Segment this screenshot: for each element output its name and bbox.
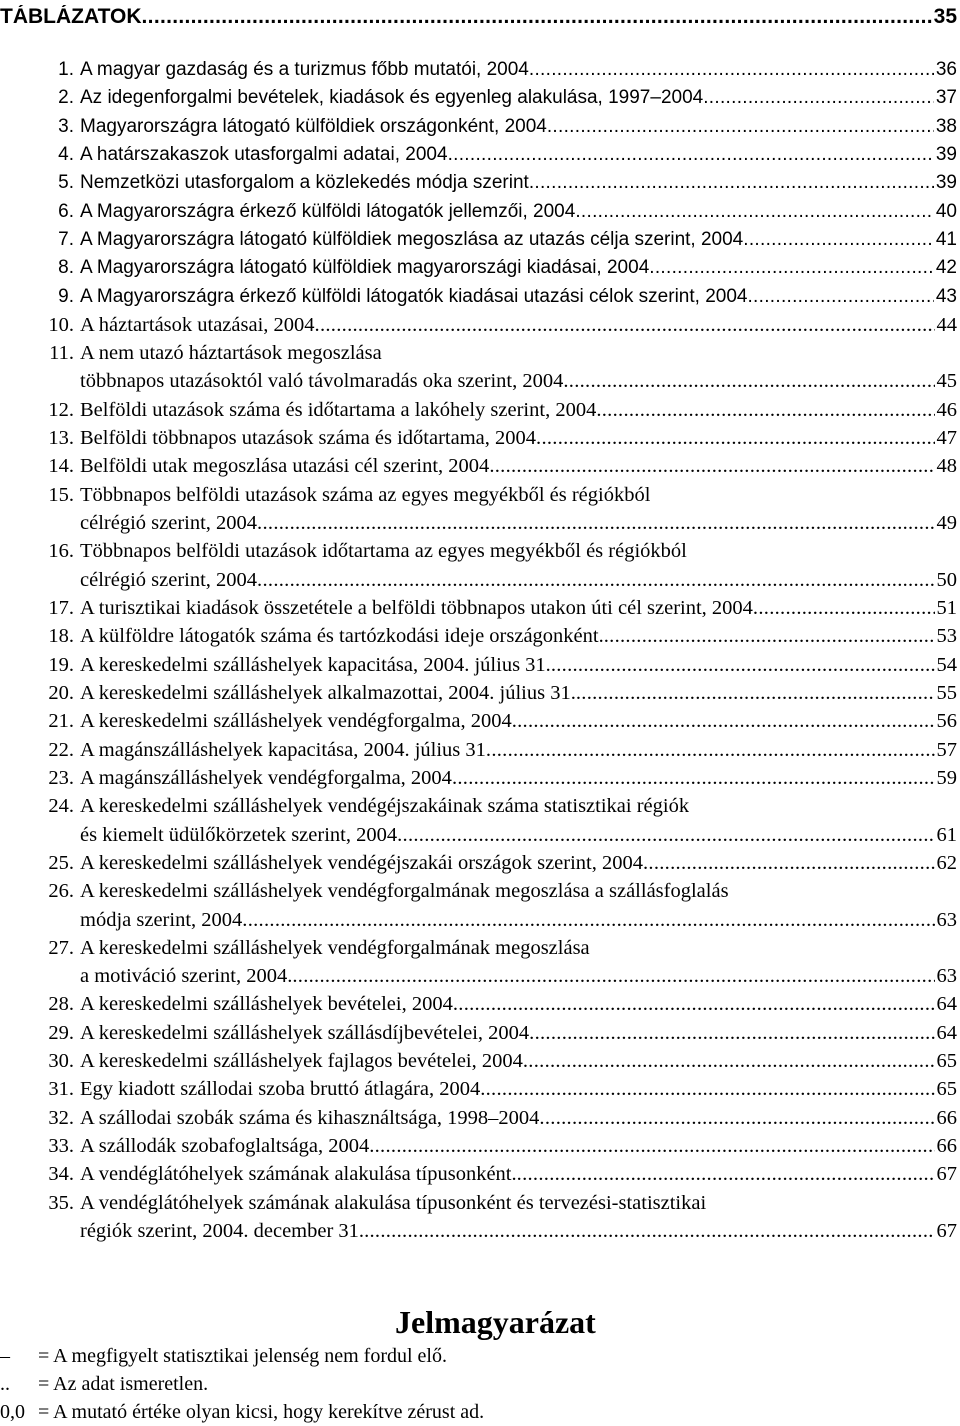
toc-entry-number: 31. (48, 1078, 74, 1101)
toc-entry-title: A kereskedelmi szálláshelyek vendégéjszakáinak száma statisztikai régiók (80, 795, 690, 818)
legend-symbol: – (0, 1345, 10, 1367)
toc-entry-title: A vendéglátóhelyek számának alakulása típusonként. (80, 1163, 517, 1186)
toc-entry-page-number: 37 (935, 87, 957, 109)
toc-entry (0, 226, 957, 254)
dot-leader (292, 965, 934, 988)
dot-leader (536, 427, 934, 450)
dot-leader (448, 144, 934, 166)
toc-entry-title: célrégió szerint, 2004 (80, 568, 258, 591)
toc-heading: TÁBLÁZATOK (0, 5, 142, 28)
toc-entry (0, 1132, 957, 1160)
toc-entry (0, 1104, 957, 1132)
toc-entry-line (0, 849, 957, 877)
toc-entry-number: 30. (48, 1050, 74, 1073)
toc-entry-page-number: 64 (936, 993, 957, 1016)
toc-entry-number: 22. (48, 738, 74, 761)
dot-leader (452, 767, 935, 790)
toc-entry-line (0, 623, 957, 651)
toc-entry-page-number: 39 (935, 144, 957, 166)
toc-entry-title: módja szerint, 2004 (80, 908, 243, 931)
toc-entry-line (0, 481, 957, 509)
toc-entry-number: 18. (48, 625, 74, 648)
dot-leader (529, 172, 934, 194)
dot-leader (576, 682, 935, 705)
toc-entry-number: 6. (58, 200, 74, 222)
toc-entry-line (0, 764, 957, 792)
toc-entry (0, 198, 957, 226)
toc-entry-line (0, 934, 957, 962)
toc-entry-number: 5. (58, 172, 74, 194)
toc-entry-number: 10. (48, 313, 74, 336)
toc-entry-line (0, 1161, 957, 1189)
toc-entry (0, 1019, 957, 1047)
toc-entry (0, 481, 957, 538)
toc-entry-line (0, 339, 957, 367)
toc-entry-line (0, 594, 957, 622)
toc-entry-number: 24. (48, 795, 74, 818)
toc-entry-page-number: 42 (935, 257, 957, 279)
toc-entry-number: 23. (48, 766, 74, 789)
toc-entry-line (0, 708, 957, 736)
dot-leader (747, 286, 933, 308)
toc-entry-title: A magánszálláshelyek kapacitása, 2004. július 31 (80, 738, 486, 761)
toc-entry-number: 2. (58, 87, 74, 109)
legend-list (0, 1342, 960, 1426)
toc-entry-title: A magyar gazdaság és a turizmus főbb mutatói, 2004 (80, 59, 529, 81)
dot-leader (142, 5, 932, 29)
toc-entry-title: célrégió szerint, 2004 (80, 511, 258, 534)
toc-entry-number: 16. (48, 540, 74, 563)
toc-entry-number: 4. (58, 144, 74, 166)
toc-entry-number: 28. (48, 993, 74, 1016)
toc-entry-line (0, 453, 957, 481)
dot-leader (364, 1220, 934, 1243)
dot-leader (480, 1078, 934, 1101)
toc-entry-page-number: 59 (936, 766, 957, 789)
toc-entry-title: Többnapos belföldi utazások időtartama az egyes megyékből és régiókból (80, 540, 687, 563)
toc-entry-line (0, 141, 957, 169)
toc-entry-line (0, 736, 957, 764)
toc-entry-page-number: 65 (936, 1050, 957, 1073)
toc-entry-page-number: 50 (936, 568, 957, 591)
toc-entry-title: A kereskedelmi szálláshelyek vendégéjszakái országok szerint, 2004 (80, 851, 643, 874)
toc-entry-title: a motiváció szerint, 2004. (80, 965, 293, 988)
toc-entry-title: Belföldi többnapos utazások száma és időtartama, 2004 (80, 426, 537, 449)
dot-leader (596, 399, 934, 422)
toc-entry-page-number: 44 (936, 313, 957, 336)
toc-entry-title: Az idegenforgalmi bevételek, kiadások és egyenleg alakulása, 1997–2004 (80, 87, 704, 109)
toc-entry (0, 623, 957, 651)
toc-entry-continuation-line (0, 821, 957, 849)
legend-text: = A mutató értéke olyan kicsi, hogy kerekítve zérust ad. (38, 1401, 485, 1423)
toc-entry-title: Nemzetközi utasforgalom a közlekedés módja szerint (80, 172, 529, 194)
dot-leader (743, 229, 934, 251)
toc-entry-line (0, 1076, 957, 1104)
toc-entry-page-number: 55 (936, 681, 957, 704)
dot-leader (547, 116, 934, 138)
legend-text: = A megfigyelt statisztikai jelenség nem fordul elő. (38, 1345, 447, 1367)
toc-entry-title: A vendéglátóhelyek számának alakulása típusonként és tervezési-statisztikai (80, 1191, 707, 1214)
dot-leader (703, 87, 934, 109)
toc-entry-title: A szállodai szobák száma és kihasználtsága, 1998–2004 (80, 1106, 540, 1129)
toc-entry-number: 12. (48, 398, 74, 421)
toc-entry-line (0, 226, 957, 254)
toc-entry (0, 793, 957, 850)
dot-leader (257, 512, 934, 535)
toc-entry-title: A külföldre látogatók száma és tartózkodási ideje országonként. (80, 625, 604, 648)
toc-entry-line (0, 1047, 957, 1075)
dot-leader (242, 909, 934, 932)
toc-entry-number: 15. (48, 483, 74, 506)
toc-entry-page-number: 66 (936, 1106, 957, 1129)
toc-entry-line (0, 311, 957, 339)
dot-leader (649, 257, 934, 279)
toc-entry-title: A kereskedelmi szálláshelyek alkalmazottai, 2004. július 31. (80, 681, 576, 704)
toc-entry-number: 35. (48, 1191, 74, 1214)
toc-entry-title: A nem utazó háztartások megoszlása (80, 341, 382, 364)
toc-entry-title: régiók szerint, 2004. december 31. (80, 1220, 365, 1243)
toc-entry-number: 25. (48, 851, 74, 874)
toc-entry (0, 113, 957, 141)
toc-entry-title: A Magyarországra látogató külföldiek magyarországi kiadásai, 2004 (80, 257, 650, 279)
toc-entry-page-number: 67 (936, 1163, 957, 1186)
toc-entry-page-number: 63 (936, 965, 957, 988)
toc-entry (0, 764, 957, 792)
toc-entry-number: 8. (58, 257, 74, 279)
toc-entry-title: Belföldi utak megoszlása utazási cél szerint, 2004 (80, 455, 490, 478)
toc-entry-number: 7. (58, 229, 74, 251)
toc-entry-page-number: 45 (936, 370, 957, 393)
toc-entry-line (0, 1104, 957, 1132)
toc-entry (0, 141, 957, 169)
toc-entry-line (0, 1019, 957, 1047)
dot-leader (257, 569, 934, 592)
toc-entry (0, 1047, 957, 1075)
toc-entry (0, 311, 957, 339)
toc-heading-page-number: 35 (933, 5, 957, 28)
toc-entry-line (0, 396, 957, 424)
legend-symbol: 0,0 (0, 1401, 25, 1423)
toc-entry (0, 1189, 957, 1246)
toc-entry (0, 283, 957, 311)
toc-entry-number: 9. (58, 285, 74, 307)
toc-entry (0, 991, 957, 1019)
dot-leader (604, 625, 935, 648)
legend-text: = Az adat ismeretlen. (38, 1373, 209, 1395)
toc-entry (0, 424, 957, 452)
toc-entry-title: A Magyarországra látogató külföldiek megoszlása az utazás célja szerint, 2004 (80, 229, 744, 251)
toc-entry (0, 594, 957, 622)
toc-entry (0, 849, 957, 877)
legend-item (0, 1342, 960, 1370)
toc-entry-page-number: 53 (936, 625, 957, 648)
dot-leader (551, 654, 935, 677)
toc-entry-number: 26. (48, 880, 74, 903)
toc-entry-line (0, 793, 957, 821)
toc-entry-title: A háztartások utazásai, 2004 (80, 313, 315, 336)
toc-entry-continuation-line (0, 566, 957, 594)
toc-entry-page-number: 46 (936, 398, 957, 421)
toc-entry-line (0, 56, 957, 84)
legend-title: Jelmagyarázat (395, 1304, 596, 1340)
toc-entry (0, 651, 957, 679)
toc-entry-number: 13. (48, 426, 74, 449)
toc-entry-page-number: 64 (936, 1021, 957, 1044)
toc-entry (0, 84, 957, 112)
toc-entry-title: Többnapos belföldi utazások száma az egyes megyékből és régiókból (80, 483, 651, 506)
dot-leader (517, 1163, 935, 1186)
toc-entry-page-number: 56 (936, 710, 957, 733)
toc-entry-line (0, 878, 957, 906)
toc-entry-page-number: 54 (936, 653, 957, 676)
legend-symbol: .. (0, 1373, 10, 1395)
toc-entry-page-number: 43 (935, 285, 957, 307)
toc-entry-page-number: 41 (935, 229, 957, 251)
toc-entry-continuation-line (0, 368, 957, 396)
toc-entry-line (0, 991, 957, 1019)
toc-entry-page-number: 49 (936, 511, 957, 534)
toc-entry (0, 934, 957, 991)
toc-entry-title: A határszakaszok utasforgalmi adatai, 2004 (80, 144, 448, 166)
toc-entry-continuation-line (0, 906, 957, 934)
toc-entry-title: A kereskedelmi szálláshelyek vendégforgalmának megoszlása (80, 936, 590, 959)
toc-entry-title: A kereskedelmi szálláshelyek bevételei, 2004 (80, 993, 453, 1016)
toc-entry-number: 1. (58, 59, 74, 81)
toc-entry (0, 56, 957, 84)
toc-entry-continuation-line (0, 509, 957, 537)
toc-entry-line (0, 169, 957, 197)
toc-entry-title: A Magyarországra érkező külföldi látogatók kiadásai utazási célok szerint, 2004 (80, 285, 748, 307)
toc-entry-continuation-line (0, 1217, 957, 1245)
toc-entry-number: 17. (48, 596, 74, 619)
toc-entry (0, 396, 957, 424)
toc-entry-number: 33. (48, 1135, 74, 1158)
toc-entry-number: 29. (48, 1021, 74, 1044)
toc-entry-number: 3. (58, 115, 74, 137)
toc-entry-number: 27. (48, 936, 74, 959)
toc-entry-title: A szállodák szobafoglaltsága, 2004 (80, 1135, 370, 1158)
toc-entry-title: A turisztikai kiadások összetétele a belföldi többnapos utakon úti cél szerint, 2004 (80, 596, 753, 619)
dot-leader (529, 59, 934, 81)
toc-entry-page-number: 63 (936, 908, 957, 931)
toc-entry-title: és kiemelt üdülőkörzetek szerint, 2004 (80, 823, 398, 846)
toc-entry (0, 538, 957, 595)
toc-entry (0, 1161, 957, 1189)
dot-leader (753, 597, 935, 620)
toc-entry (0, 736, 957, 764)
toc-entry-number: 20. (48, 681, 74, 704)
toc-entry-title: Egy kiadott szállodai szoba bruttó átlagára, 2004 (80, 1078, 481, 1101)
toc-entry-number: 11. (49, 341, 74, 364)
toc-entry-page-number: 51 (936, 596, 957, 619)
toc-entry-title: A Magyarországra érkező külföldi látogatók jellemzői, 2004 (80, 200, 576, 222)
legend-item (0, 1370, 960, 1398)
toc-entry-line (0, 254, 957, 282)
toc-entry-number: 21. (48, 710, 74, 733)
dot-leader (539, 1107, 934, 1130)
table-of-contents-list (0, 56, 957, 1246)
toc-entry-number: 34. (48, 1163, 74, 1186)
dot-leader (489, 455, 934, 478)
dot-leader (563, 370, 934, 393)
toc-entry-line (0, 1132, 957, 1160)
toc-entry-page-number: 47 (936, 426, 957, 449)
toc-entry-title: A kereskedelmi szálláshelyek vendégforgalma, 2004 (80, 710, 512, 733)
toc-entry-title: A kereskedelmi szálláshelyek kapacitása, 2004. július 31. (80, 653, 551, 676)
toc-entry-title: A kereskedelmi szálláshelyek fajlagos bevételei, 2004 (80, 1050, 523, 1073)
dot-leader (643, 852, 935, 875)
toc-entry-line (0, 679, 957, 707)
toc-entry-page-number: 57 (936, 738, 957, 761)
toc-entry-continuation-line (0, 963, 957, 991)
toc-entry-title: A magánszálláshelyek vendégforgalma, 2004 (80, 766, 452, 789)
toc-entry-line (0, 198, 957, 226)
toc-entry-line (0, 651, 957, 679)
toc-entry-page-number: 40 (935, 200, 957, 222)
toc-entry-page-number: 38 (935, 115, 957, 137)
toc-entry (0, 708, 957, 736)
toc-entry-number: 14. (48, 455, 74, 478)
toc-entry-title: Magyarországra látogató külföldiek országonként, 2004 (80, 115, 547, 137)
toc-entry-number: 32. (48, 1106, 74, 1129)
dot-leader (315, 314, 935, 337)
dot-leader (512, 710, 935, 733)
toc-entry-page-number: 67 (936, 1220, 957, 1243)
dot-leader (486, 739, 935, 762)
toc-entry-page-number: 36 (935, 59, 957, 81)
toc-entry-page-number: 61 (936, 823, 957, 846)
toc-entry-title: többnapos utazásoktól való távolmaradás oka szerint, 2004 (80, 370, 564, 393)
toc-entry-title: Belföldi utazások száma és időtartama a lakóhely szerint, 2004 (80, 398, 597, 421)
toc-entry (0, 878, 957, 935)
toc-entry (0, 339, 957, 396)
dot-leader (397, 824, 934, 847)
toc-entry-title: A kereskedelmi szálláshelyek vendégforgalmának megoszlása a szállásfoglalás (80, 880, 729, 903)
toc-entry-page-number: 39 (935, 172, 957, 194)
dot-leader (523, 1050, 935, 1073)
toc-entry (0, 453, 957, 481)
toc-entry (0, 1076, 957, 1104)
toc-entry-line (0, 1189, 957, 1217)
dot-leader (453, 993, 935, 1016)
toc-entry-page-number: 66 (936, 1135, 957, 1158)
toc-entry-title: A kereskedelmi szálláshelyek szállásdíjbevételei, 2004 (80, 1021, 530, 1044)
toc-entry-line (0, 113, 957, 141)
toc-entry (0, 169, 957, 197)
toc-entry-page-number: 65 (936, 1078, 957, 1101)
toc-entry (0, 254, 957, 282)
toc-entry-number: 19. (48, 653, 74, 676)
dot-leader (369, 1135, 934, 1158)
toc-entry-line (0, 84, 957, 112)
legend-item (0, 1398, 960, 1426)
dot-leader (575, 201, 934, 223)
toc-entry-page-number: 62 (936, 851, 957, 874)
toc-entry-page-number: 48 (936, 455, 957, 478)
toc-entry-line (0, 538, 957, 566)
dot-leader (529, 1022, 934, 1045)
toc-entry-line (0, 424, 957, 452)
toc-heading-row (0, 0, 957, 34)
toc-entry (0, 679, 957, 707)
toc-entry-line (0, 283, 957, 311)
